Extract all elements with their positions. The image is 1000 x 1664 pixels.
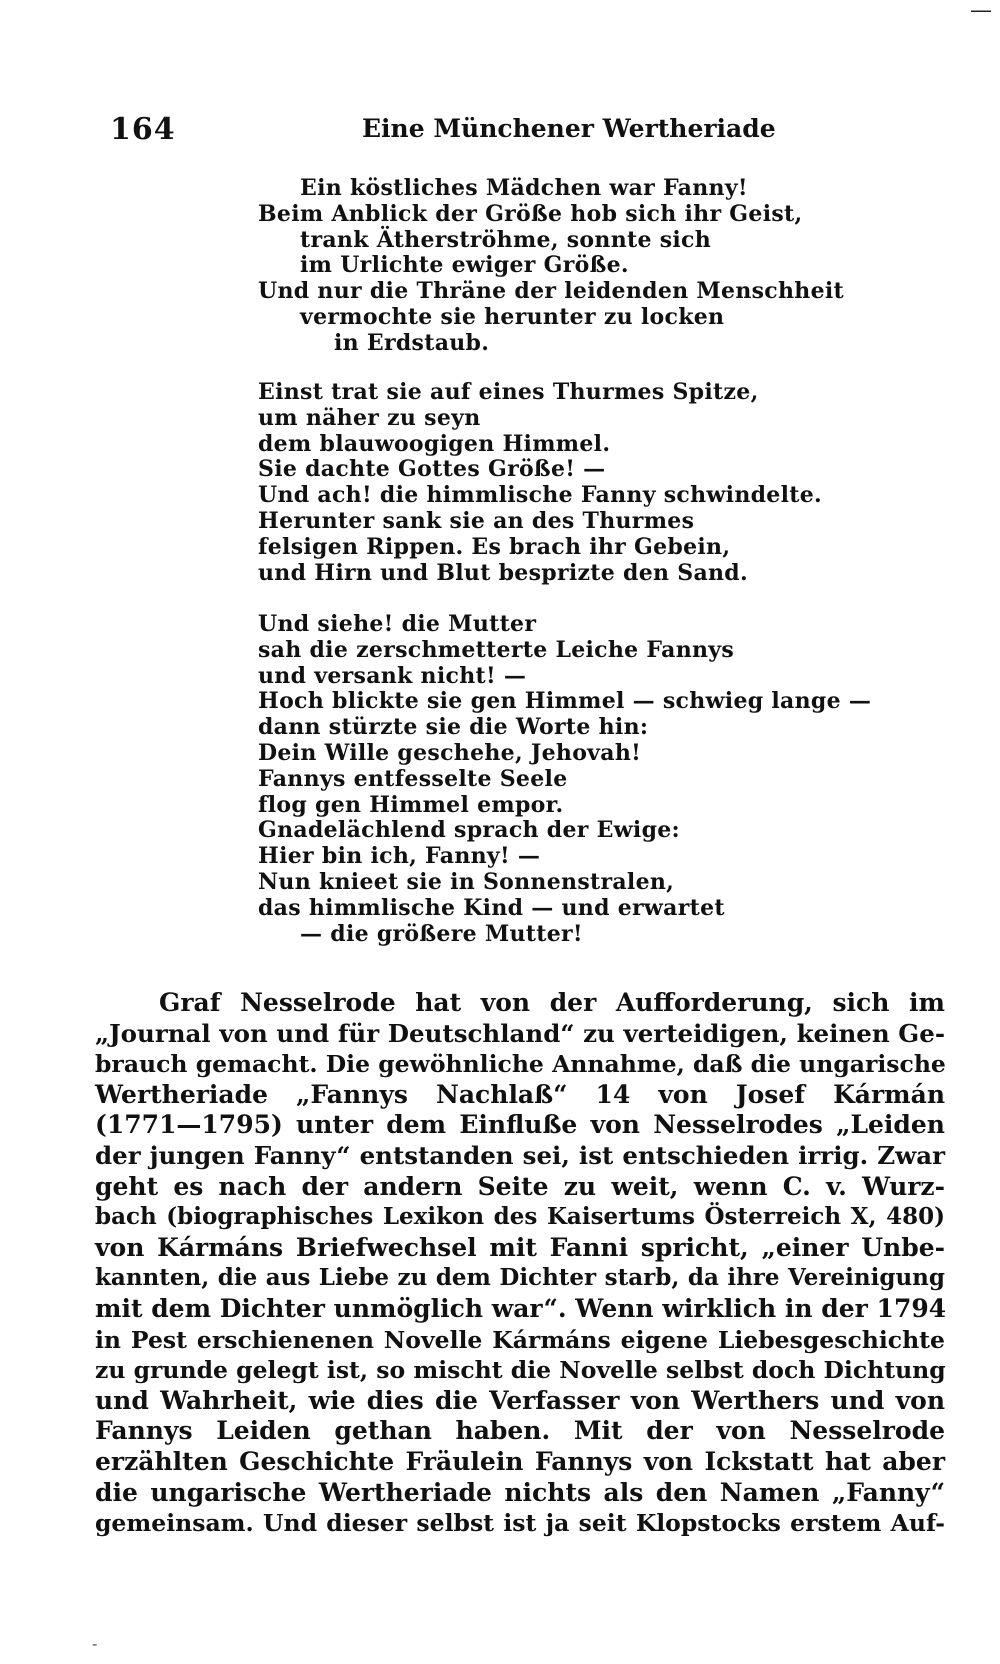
poem-line: im Urlichte ewiger Größe.	[300, 252, 629, 279]
prose-line: von Kármáns Briefwechsel mit Fanni spricht, „einer Unbe-	[95, 1232, 945, 1262]
poem-stanza-1	[258, 176, 878, 357]
page-number: 164	[110, 112, 176, 147]
poem-line: Und ach! die himmlische Fanny schwindelte.	[258, 482, 822, 509]
poem-line: Und nur die Thräne der leidenden Menschheit	[258, 278, 845, 305]
poem-stanza-2	[258, 380, 878, 586]
page-header	[110, 112, 776, 152]
poem-line: Hier bin ich, Fanny! —	[258, 843, 541, 870]
edge-mark: —	[970, 0, 992, 23]
prose-line: (1771—1795) unter dem Einfluße von Nesselrodes „Leiden	[95, 1110, 945, 1140]
prose-line: kannten, die aus Liebe zu dem Dichter starb, da ihre Vereinigung	[95, 1264, 945, 1292]
prose-line: mit dem Dichter unmöglich war“. Wenn wirklich in der 1794	[95, 1293, 947, 1323]
prose-line: die ungarische Wertheriade nichts als den Namen „Fanny“	[95, 1477, 945, 1507]
prose-line: erzählten Geschichte Fräulein Fannys von Ickstatt hat aber	[95, 1446, 945, 1476]
poem-line: vermochte sie herunter zu locken	[300, 303, 725, 330]
footer-mark: -	[92, 1634, 98, 1653]
poem-line: Und siehe! die Mutter	[258, 611, 537, 637]
poem-line: Beim Anblick der Größe hob sich ihr Geist,	[258, 200, 803, 227]
poem-line: Einst trat sie auf eines Thurmes Spitze,	[258, 379, 759, 405]
poem-line: Sie dachte Gottes Größe! —	[258, 456, 606, 483]
prose-line: bach (biographisches Lexikon des Kaisertums Österreich X, 480)	[95, 1203, 945, 1231]
prose-line: „Journal von und für Deutschland“ zu verteidigen, keinen Ge-	[95, 1018, 945, 1048]
prose-line: brauch gemacht. Die gewöhnliche Annahme, daß die ungarische	[95, 1050, 946, 1079]
poem-line: und Hirn und Blut besprizte den Sand.	[258, 559, 748, 586]
poem-line: felsigen Rippen. Es brach ihr Gebein,	[258, 533, 731, 560]
poem-line: Gnadelächlend sprach der Ewige:	[258, 817, 680, 844]
poem-line: dem blauwoogigen Himmel.	[258, 430, 611, 457]
poem-line: flog gen Himmel empor.	[258, 791, 564, 818]
poem-line: sah die zerschmetterte Leiche Fannys	[258, 636, 735, 663]
prose-line: der jungen Fanny“ entstanden sei, ist entschieden irrig. Zwar	[95, 1140, 945, 1170]
running-title: Eine Münchener Wertheriade	[362, 114, 776, 143]
prose-line: in Pest erschienenen Novelle Kármáns eigene Liebesgeschichte	[95, 1325, 945, 1354]
poem-line: — die größere Mutter!	[300, 920, 583, 947]
poem-line: Ein köstliches Mädchen war Fanny!	[300, 175, 748, 201]
poem-line: um näher zu seyn	[258, 404, 481, 431]
poem-line: trank Ätherströhme, sonnte sich	[300, 226, 712, 253]
prose-line: geht es nach der andern Seite zu weit, wenn C. v. Wurz-	[95, 1171, 945, 1201]
poem-line: Herunter sank sie an des Thurmes	[258, 507, 695, 534]
prose-paragraph	[95, 988, 945, 1539]
prose-line: gemeinsam. Und dieser selbst ist ja seit Klopstocks erstem Auf-	[95, 1509, 945, 1538]
poem-line: das himmlische Kind — und erwartet	[258, 894, 725, 921]
prose-line: und Wahrheit, wie dies die Verfasser von Werthers und von	[95, 1385, 945, 1415]
poem-line: Hoch blickte sie gen Himmel — schwieg lange —	[258, 688, 872, 715]
poem-line: Dein Wille geschehe, Jehovah!	[258, 739, 642, 766]
prose-line: Fannys Leiden gethan haben. Mit der von Nesselrode	[95, 1416, 945, 1446]
poem-line: dann stürzte sie die Worte hin:	[258, 714, 649, 741]
poem-line: Fannys entfesselte Seele	[258, 765, 568, 792]
prose-line: Wertheriade „Fannys Nachlaß“ 14 von Josef Kármán	[95, 1079, 945, 1109]
prose-line: Graf Nesselrode hat von der Aufforderung, sich im	[159, 988, 945, 1017]
poem-stanza-3	[258, 612, 878, 947]
poem-line: Nun knieet sie in Sonnenstralen,	[258, 868, 675, 895]
poem-line: in Erdstaub.	[334, 329, 490, 356]
poem-line: und versank nicht! —	[258, 662, 527, 689]
prose-line: zu grunde gelegt ist, so mischt die Novelle selbst doch Dichtung	[95, 1356, 946, 1385]
